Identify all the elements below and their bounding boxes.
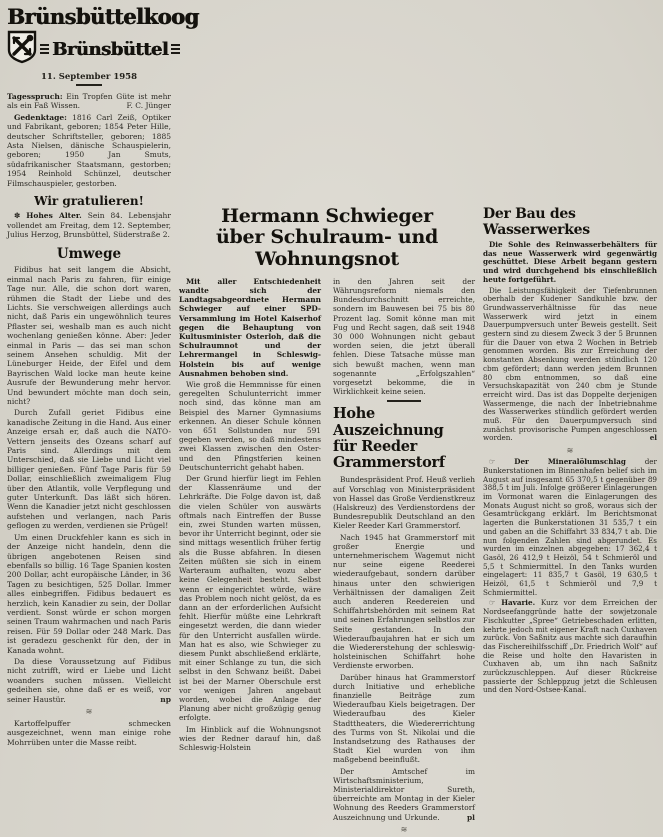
coat-of-arms-icon: [7, 30, 37, 68]
center-columns: [179, 277, 475, 837]
pointing-hand-icon: ☞: [489, 598, 496, 608]
umwege-paragraph: Um einen Druckfehler kann es sich in der Anzeige nicht handeln, denn die übrigen angebotenen Reisen sind ebenfalls so billig. 16 Tage Spanien kosten 200 Dollar, acht europäische Länder, in 36 Tagen zu besichtigen, 525 Dollar. Immer alles einbegriffen. Fidibus bedauert es herzlich, kein Kanadier zu sein, der Dollar verdient. Sonst würde er schon morgen seinen Traum wahrmachen und nach Paris reisen. Für 59 Dollar oder 248 Mark. Das ist geradezu geschenkt für den, der in Kanada wohnt.: [7, 532, 171, 655]
award-paragraph: Bundespräsident Prof. Heuß verlieh auf Vorschlag von Ministerpräsident von Hassel das Große Verdienstkreuz (Halskreuz) des Verdienstordens der Bundesrepublik Deutschland an den Kieler Reeder Karl Grammerstorf.: [333, 475, 475, 531]
main-headline: [179, 206, 475, 270]
gratulieren-heading: Wir gratulieren!: [34, 194, 144, 209]
pointing-hand-icon: ☞: [489, 457, 496, 467]
main-headline-line2: über Schulraum- und Wohnungsnot: [216, 226, 438, 270]
news-note: [483, 458, 657, 597]
right-column: [483, 206, 657, 697]
tagesspruch: [7, 92, 171, 111]
subhead-rule: [387, 400, 421, 402]
squiggle-divider-icon: ≋: [566, 446, 574, 456]
wasserwerk-body-text: Die Leistungsfähigkeit der Tiefenbrunnen oberhalb der Kudener Sandkuhle bzw. der Grundwasserverhältnisse für das neue Wasserwerk wird jetzt in einem Dauerpumpversuch unter Beweis gestellt. Seit gestern sind zu diesem Zweck 3 der 5 Brunnen für die Dauer von etwa 2 Wochen in Betrieb genommen worden. Bis zur Erreichung der konstanten Absenkung werden stündlich 120 cbm gefördert; dann werden jedem Brunnen 80 cbm entnommen, so daß eine Versuchskapazität von 240 cbm je Stunde erreicht wird. Das ist das Doppelte derjenigen Wassermenge, die nach der Inbetriebnahme des Wasserwerkes stündlich gefördert werden muß. Für den Dauerpumpversuch sind zunächst provisorische Pumpen angeschlossen worden.: [483, 285, 657, 443]
tagesspruch-author: F. C. Jünger: [126, 101, 171, 111]
wasserwerk-signature: el: [649, 433, 657, 443]
award-paragraph: Darüber hinaus hat Grammerstorf durch Initiative und erhebliche finanzielle Beiträge zum Wiederaufbau Kiels beigetragen. Der Wiederaufbau des Kieler Stadttheaters, die Wiedererrichtung des Turms von St. Nikolai und die Instandsetzung des Rathauses der Stadt Kiel wurden von ihm maßgebend beeinflußt.: [333, 672, 475, 765]
umwege-heading: Umwege: [56, 246, 122, 263]
center-column-1: [179, 277, 321, 837]
umwege-paragraph: Fidibus hat seit langem die Absicht, einmal nach Paris zu fahren, für einige Tage nur. Alle, die schon dort waren, rühmen die Stadt der Liebe und des Lichts. Sie verschweigen allerdings auch nicht, daß Paris ein ungewöhnlich teures Pflaster sei, weshalb man es auch nicht wochenlang genießen könne. Aber: Jeder einmal in Paris — das sei man schon seinem Ansehen schuldig. Mit der Lüneburger Heide, der Eifel und dem Bayrischen Wald locke man heute keine Ausrufe der Bewunderung mehr hervor. Und bewundert möchte man doch sein, nicht?: [7, 265, 171, 407]
gedenktage-label: Gedenktage:: [14, 112, 67, 122]
article-lead: Mit aller Entschiedenheit wandte sich der Landtagsabgeordnete Hermann Schwieger auf einer SPD-Versammlung im Hotel Kaiserhof gegen die Behauptung von Kultusminister Osterloh, daß die Schulraumnot und der Lehrermangel in Schleswig-Holstein bis auf wenige Ausnahmen behoben sind.: [179, 276, 321, 378]
hohes-alter-label: Hohes Alter.: [26, 211, 82, 221]
article-paragraph: Wie groß die Hemmnisse für einen geregelten Schulunterricht immer noch sind, das könne man am Beispiel des Marner Gymnasiums erkennen. An dieser Schule können von 651 Sollstunden nur 591 gegeben werden, so daß mindestens zwei Klassen zwischen den Oster- und den Pfingstferien keinen Deutschunterricht gehabt haben.: [179, 380, 321, 472]
award-heading-line1: Hohe Auszeichnung: [333, 405, 444, 439]
news-note: [483, 599, 657, 695]
flourish-right-icon: [171, 44, 180, 55]
award-heading-line2: für Reeder Grammerstorf: [333, 437, 445, 472]
award-paragraph-text: Der Amtschef im Wirtschaftsministerium, Ministerialdirektor Sureth, überreichte am Montag in der Kieler Wohnung des Reeders Grammerstorf Auszeichnung und Urkunde.: [333, 766, 475, 822]
filler-note: Kartoffelpuffer schmecken ausgezeichnet, wenn man einige rohe Mohrrüben unter die Masse reibt.: [7, 719, 171, 747]
award-signature: pl: [467, 812, 475, 822]
umwege-paragraph: Durch Zufall geriet Fidibus eine kanadische Zeitung in die Hand. Aus einer Anzeige ersah er, daß auch die NATO-Vettern jenseits des Ozeans scharf auf Paris sind. Allerdings mit dem Unterschied, daß sie Liebe und Licht viel billiger genießen. Fünf Tage Paris für 59 Dollar, einschließlich zweimaligem Flug über den Atlantik, volle Verpflegung und guter Unterkunft. Das läßt sich hören. Wenn die Kanadier jetzt nicht geschlossen aufstehen und verlangen, nach Paris geflogen zu werden, verdienen sie Prügel!: [7, 408, 171, 531]
article-paragraph: Im Hinblick auf die Wohnungsnot wies der Redner darauf hin, daß Schleswig-Holstein: [179, 724, 321, 752]
center-section: [179, 206, 475, 837]
date-rule: [76, 84, 102, 86]
hohes-alter-text: Sein 84. Lebensjahr vollendet am Freitag, dem 12. September, Julius Herzog, Brunsbüttel, Süderstraße 2.: [7, 211, 171, 239]
umwege-paragraph: [7, 657, 171, 704]
tagesspruch-label: Tagesspruch:: [7, 92, 63, 102]
note-text: der Bunkerstationen im Binnenhafen belief sich im August auf insgesamt 65 370,5 t gegenüber 89 388,5 t im Juli. Infolge größerer Einlagerungen im Vormonat waren die Einlagerungen des Monats August nicht so groß, woraus sich der Gesamtrückgang erklärt. Im Berichtsmonat lagerten die Bunkerstationen 31 535,7 t ein und gaben an die Schiffahrt 33 834,7 t ab. Die nun folgenden Zahlen sind abgerundet. Es wurden im einzelnen abgegeben: 17 362,4 t Gasöl, 26 412,9 t Heizöl, 54 t Schmieröl und 5,5 t Schmiermittel. In den Tanks wurden eingelagert: 11 835,7 t Gasöl, 19 630,5 t Heizöl, 61,5 t Schmieröl und 7,9 t Schmiermittel.: [483, 457, 657, 597]
masthead-title-line2: [7, 30, 171, 68]
award-heading: [333, 406, 475, 471]
wasserwerk-heading: Der Bau des Wasserwerkes: [483, 206, 590, 238]
award-paragraph: Nach 1945 hat Grammerstorf mit großer Energie und unternehmerischem Wagemut nicht nur seine eigene Reederei wiederaufgebaut, sondern darüber hinaus unter den schwierigen Verhältnissen der damaligen Zeit auch anderen Reedereien und Schiffahrtsbehörden mit seinem Rat und seinen Erfahrungen selbstlos zur Seite gestanden. In den Wiederaufbaujahren hat er sich um die Wiedererstehung der schleswig-holsteinischen Schiffahrt hohe Verdienste erworben.: [333, 532, 475, 671]
center-column-2: [333, 277, 475, 837]
issue-date: 11. September 1958: [40, 72, 137, 83]
award-paragraph: [333, 767, 475, 822]
umwege-paragraph-text: Da diese Voraussetzung auf Fidibus nicht zutrifft, wird er Liebe und Licht woanders suchen müssen. Vielleicht gedeihen sie, ohne daß er es weiß, vor seiner Haustür.: [7, 656, 171, 704]
article-paragraph: Der Grund hierfür liegt im Fehlen der Klassenräume und der Lehrkräfte. Die Folge davon ist, daß die vielen Schüler von auswärts oftmals nach Eintreffen der Busse ein, zwei Stunden warten müssen, bevor ihr Unterricht beginnt, oder sie sind mittags wesentlich früher fertig als die Busse abfahren. In diesen Zeiten müßten sie sich in einem Warteraum aufhalten, wozu aber keine Gelegenheit besteht. Selbst wenn er eingerichtet würde, wäre das Problem noch nicht gelöst, da es dann an der erforderlichen Aufsicht fehlt. Hierfür müßte eine Lehrkraft eingesetzt werden, die dann wieder für den Unterricht ausfallen würde. Man hat es also, wie Schwieger zu diesem Punkt abschließend erklärte, mit einer Schlange zu tun, die sich selbst in den Schwanz beißt. Dabei ist bei der Marner Oberschule erst vor wenigen Jahren angebaut worden, wobei die Anlage der Planung aber nicht großzügig genug erfolgte.: [179, 474, 321, 723]
gedenktage: [7, 113, 171, 188]
wasserwerk-body: [483, 287, 657, 444]
squiggle-divider-icon: ≋: [400, 824, 408, 834]
masthead-title-line1: Brünsbüttelkoog: [7, 4, 199, 29]
article-continuation: in den Jahren seit der Währungsreform niemals den Bundesdurchschnitt erreichte, sondern im Bauwesen bei 75 bis 80 Prozent lag. Somit könne man mit Fug und Recht sagen, daß seit 1948 30 000 Wohnungen nicht gebaut worden seien, die jetzt überall fehlen. Diese Tatsache müsse man sich bewußt machen, wenn man sogenannte „Erfolgszahlen“ vorgesetzt bekomme, die in Wirklichkeit keine seien.: [333, 276, 475, 397]
umwege-signature: np: [160, 694, 171, 704]
note-label: Havarie.: [501, 598, 536, 608]
note-label: Der Mineralölumschlag: [514, 457, 626, 467]
flower-asterisk-icon: ✽: [14, 211, 21, 221]
hohes-alter-item: [7, 211, 171, 239]
main-headline-line1: Hermann Schwieger: [221, 205, 433, 227]
wasserwerk-lead: Die Sohle des Reinwasserbehälters für das neue Wasserwerk wird gegenwärtig geschüttet. Diese Arbeit begann gestern und wird durchgehend bis einschließlich heute fortgeführt.: [483, 240, 657, 284]
squiggle-divider-icon: ≋: [85, 707, 93, 717]
note-text: Kurz vor dem Erreichen der Nordseefanggründe hatte der sowjetzonale Fischkutter „Spree“ Getriebeschaden erlitten, kehrte jedoch mit eigener Kraft nach Cuxhaven zurück. Von Saßnitz aus machte sich daraufhin das Fischereihilfsschiff „Dr. Friedrich Wolf“ auf die Reise und holte den Havaristen in Cuxhaven ab, um ihn nach Saßnitz zurückzuschleppen. Auf dieser Rückreise passierte der Schleppzug jetzt die Schleusen und den Nord-Ostsee-Kanal.: [483, 598, 657, 695]
flourish-left-icon: [40, 44, 49, 55]
gedenktage-text: 1816 Carl Zeiß, Optiker und Fabrikant, geboren; 1854 Peter Hille, deutscher Schriftsteller, geboren; 1885 Asta Nielsen, dänische Schauspielerin, geboren; 1950 Jan Smuts, südafrikanischer Staatsmann, gestorben; 1954 Reinhold Schünzel, deutscher Filmschauspieler, gestorben.: [7, 112, 172, 188]
left-column: [7, 4, 199, 749]
masthead: [7, 4, 199, 86]
tagesspruch-text: Ein Tropfen Güte ist mehr als ein Faß Wissen.: [7, 92, 171, 111]
masthead-title-line2-text: Brünsbüttel: [52, 38, 169, 60]
